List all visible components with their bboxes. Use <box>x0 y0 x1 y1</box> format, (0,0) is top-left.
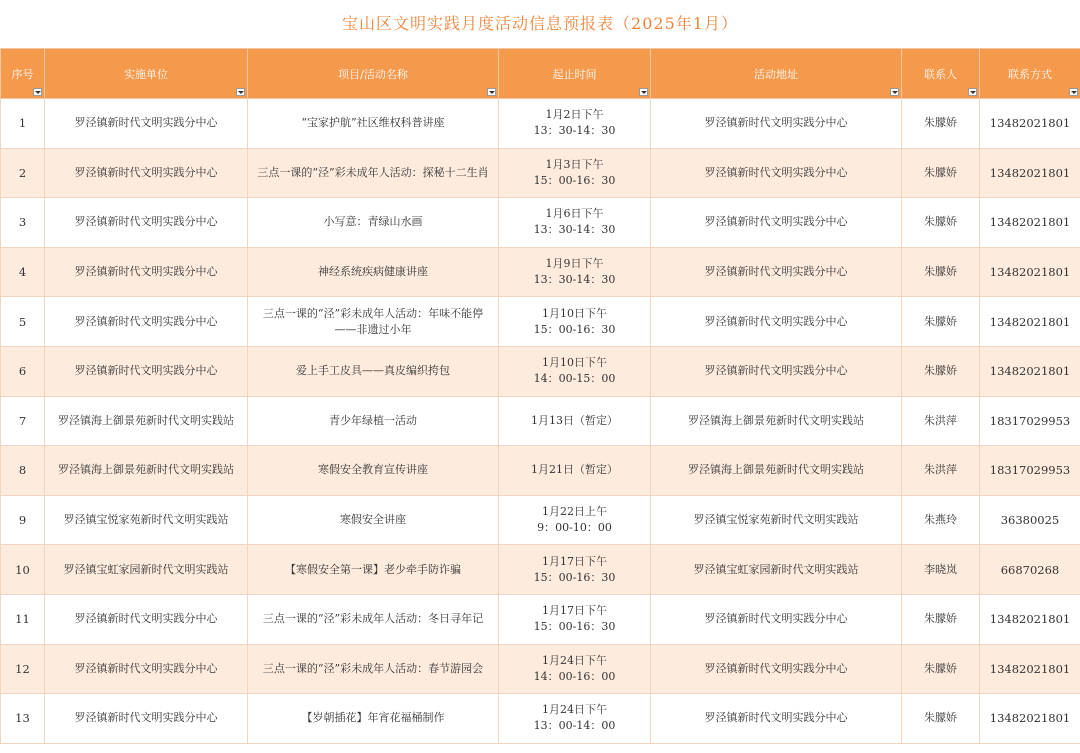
cell-no: 4 <box>1 247 45 297</box>
cell-activity-name: “宝家护航”社区维权科普讲座 <box>248 99 499 149</box>
cell-time: 1月6日下午 13：30-14：30 <box>499 198 651 248</box>
cell-activity-name: 小写意：青绿山水画 <box>248 198 499 248</box>
cell-address: 罗泾镇新时代文明实践分中心 <box>651 694 902 744</box>
col-header-contact: 联系人 <box>902 49 980 99</box>
cell-contact: 李晓岚 <box>902 545 980 595</box>
cell-activity-name: 三点一课的“泾”彩未成年人活动：年味不能停——非遗过小年 <box>248 297 499 347</box>
cell-contact: 朱朦娇 <box>902 198 980 248</box>
cell-phone: 13482021801 <box>980 346 1080 396</box>
cell-activity-name: 青少年绿植一活动 <box>248 396 499 446</box>
filter-dropdown-icon[interactable] <box>33 88 42 96</box>
cell-no: 3 <box>1 198 45 248</box>
cell-no: 11 <box>1 594 45 644</box>
cell-activity-name: 三点一课的“泾”彩未成年人活动：冬日寻年记 <box>248 594 499 644</box>
table-row <box>1 346 1080 396</box>
cell-address: 罗泾镇海上御景苑新时代文明实践站 <box>651 396 902 446</box>
table-row <box>1 247 1080 297</box>
col-header-name: 项目/活动名称 <box>248 49 499 99</box>
table-row <box>1 545 1080 595</box>
cell-no: 10 <box>1 545 45 595</box>
cell-contact: 朱朦娇 <box>902 297 980 347</box>
cell-phone: 18317029953 <box>980 446 1080 496</box>
col-header-addr: 活动地址 <box>651 49 902 99</box>
cell-no: 9 <box>1 495 45 545</box>
cell-phone: 13482021801 <box>980 594 1080 644</box>
cell-contact: 朱朦娇 <box>902 99 980 149</box>
cell-activity-name: 寒假安全讲座 <box>248 495 499 545</box>
filter-dropdown-icon[interactable] <box>487 88 496 96</box>
cell-phone: 13482021801 <box>980 644 1080 694</box>
cell-activity-name: 寒假安全教育宣传讲座 <box>248 446 499 496</box>
cell-phone: 66870268 <box>980 545 1080 595</box>
header-row <box>1 49 1080 99</box>
cell-unit: 罗泾镇宝虹家园新时代文明实践站 <box>45 545 248 595</box>
filter-dropdown-icon[interactable] <box>968 88 977 96</box>
cell-time: 1月10日下午 15：00-16：30 <box>499 297 651 347</box>
cell-phone: 13482021801 <box>980 247 1080 297</box>
filter-dropdown-icon[interactable] <box>236 88 245 96</box>
cell-time: 1月9日下午 13：30-14：30 <box>499 247 651 297</box>
cell-address: 罗泾镇新时代文明实践分中心 <box>651 148 902 198</box>
col-header-phone: 联系方式 <box>980 49 1080 99</box>
cell-address: 罗泾镇新时代文明实践分中心 <box>651 198 902 248</box>
cell-time: 1月21日（暂定） <box>499 446 651 496</box>
cell-time: 1月13日（暂定） <box>499 396 651 446</box>
cell-phone: 36380025 <box>980 495 1080 545</box>
cell-time: 1月3日下午 15：00-16：30 <box>499 148 651 198</box>
cell-contact: 朱朦娇 <box>902 148 980 198</box>
cell-address: 罗泾镇海上御景苑新时代文明实践站 <box>651 446 902 496</box>
table-row <box>1 694 1080 744</box>
cell-contact: 朱朦娇 <box>902 346 980 396</box>
filter-dropdown-icon[interactable] <box>890 88 899 96</box>
cell-time: 1月24日下午 13：00-14：00 <box>499 694 651 744</box>
cell-time: 1月24日下午 14：00-16：00 <box>499 644 651 694</box>
cell-address: 罗泾镇新时代文明实践分中心 <box>651 247 902 297</box>
cell-contact: 朱朦娇 <box>902 694 980 744</box>
cell-unit: 罗泾镇新时代文明实践分中心 <box>45 644 248 694</box>
cell-activity-name: 三点一课的“泾”彩未成年人活动：春节游园会 <box>248 644 499 694</box>
cell-unit: 罗泾镇新时代文明实践分中心 <box>45 694 248 744</box>
cell-unit: 罗泾镇新时代文明实践分中心 <box>45 594 248 644</box>
cell-contact: 朱洪萍 <box>902 446 980 496</box>
cell-address: 罗泾镇宝悦家苑新时代文明实践站 <box>651 495 902 545</box>
cell-unit: 罗泾镇新时代文明实践分中心 <box>45 198 248 248</box>
cell-address: 罗泾镇宝虹家园新时代文明实践站 <box>651 545 902 595</box>
cell-no: 13 <box>1 694 45 744</box>
cell-no: 2 <box>1 148 45 198</box>
cell-address: 罗泾镇新时代文明实践分中心 <box>651 594 902 644</box>
cell-time: 1月17日下午 15：00-16：30 <box>499 594 651 644</box>
table-row <box>1 99 1080 149</box>
cell-no: 8 <box>1 446 45 496</box>
cell-unit: 罗泾镇海上御景苑新时代文明实践站 <box>45 446 248 496</box>
cell-activity-name: 神经系统疾病健康讲座 <box>248 247 499 297</box>
cell-phone: 13482021801 <box>980 198 1080 248</box>
col-header-unit: 实施单位 <box>45 49 248 99</box>
col-header-time: 起止时间 <box>499 49 651 99</box>
cell-no: 12 <box>1 644 45 694</box>
cell-contact: 朱朦娇 <box>902 644 980 694</box>
cell-time: 1月2日下午 13：30-14：30 <box>499 99 651 149</box>
table-row <box>1 148 1080 198</box>
cell-address: 罗泾镇新时代文明实践分中心 <box>651 297 902 347</box>
cell-phone: 13482021801 <box>980 148 1080 198</box>
cell-time: 1月22日上午 9：00-10：00 <box>499 495 651 545</box>
filter-dropdown-icon[interactable] <box>639 88 648 96</box>
cell-no: 7 <box>1 396 45 446</box>
cell-phone: 13482021801 <box>980 694 1080 744</box>
table-row <box>1 396 1080 446</box>
cell-phone: 13482021801 <box>980 297 1080 347</box>
cell-contact: 朱朦娇 <box>902 247 980 297</box>
cell-activity-name: 【岁朝插花】年宵花福桶制作 <box>248 694 499 744</box>
cell-address: 罗泾镇新时代文明实践分中心 <box>651 644 902 694</box>
cell-activity-name: 爱上手工皮具——真皮编织挎包 <box>248 346 499 396</box>
cell-contact: 朱燕玲 <box>902 495 980 545</box>
table-row <box>1 446 1080 496</box>
cell-contact: 朱朦娇 <box>902 594 980 644</box>
table-row <box>1 594 1080 644</box>
cell-address: 罗泾镇新时代文明实践分中心 <box>651 99 902 149</box>
cell-unit: 罗泾镇新时代文明实践分中心 <box>45 346 248 396</box>
cell-address: 罗泾镇新时代文明实践分中心 <box>651 346 902 396</box>
activity-table <box>0 48 1080 744</box>
cell-phone: 18317029953 <box>980 396 1080 446</box>
table-row <box>1 297 1080 347</box>
table-row <box>1 198 1080 248</box>
cell-unit: 罗泾镇宝悦家苑新时代文明实践站 <box>45 495 248 545</box>
cell-time: 1月10日下午 14：00-15：00 <box>499 346 651 396</box>
cell-activity-name: 【寒假安全第一课】老少牵手防诈骗 <box>248 545 499 595</box>
cell-unit: 罗泾镇新时代文明实践分中心 <box>45 148 248 198</box>
cell-unit: 罗泾镇新时代文明实践分中心 <box>45 99 248 149</box>
col-header-no: 序号 <box>1 49 45 99</box>
cell-contact: 朱洪萍 <box>902 396 980 446</box>
cell-no: 1 <box>1 99 45 149</box>
cell-unit: 罗泾镇新时代文明实践分中心 <box>45 247 248 297</box>
cell-activity-name: 三点一课的“泾”彩未成年人活动：探秘十二生肖 <box>248 148 499 198</box>
cell-no: 5 <box>1 297 45 347</box>
table-row <box>1 495 1080 545</box>
table-row <box>1 644 1080 694</box>
cell-no: 6 <box>1 346 45 396</box>
cell-time: 1月17日下午 15：00-16：30 <box>499 545 651 595</box>
filter-dropdown-icon[interactable] <box>1069 88 1078 96</box>
cell-unit: 罗泾镇海上御景苑新时代文明实践站 <box>45 396 248 446</box>
cell-phone: 13482021801 <box>980 99 1080 149</box>
page-title: 宝山区文明实践月度活动信息预报表（2025年1月） <box>342 14 738 33</box>
cell-unit: 罗泾镇新时代文明实践分中心 <box>45 297 248 347</box>
